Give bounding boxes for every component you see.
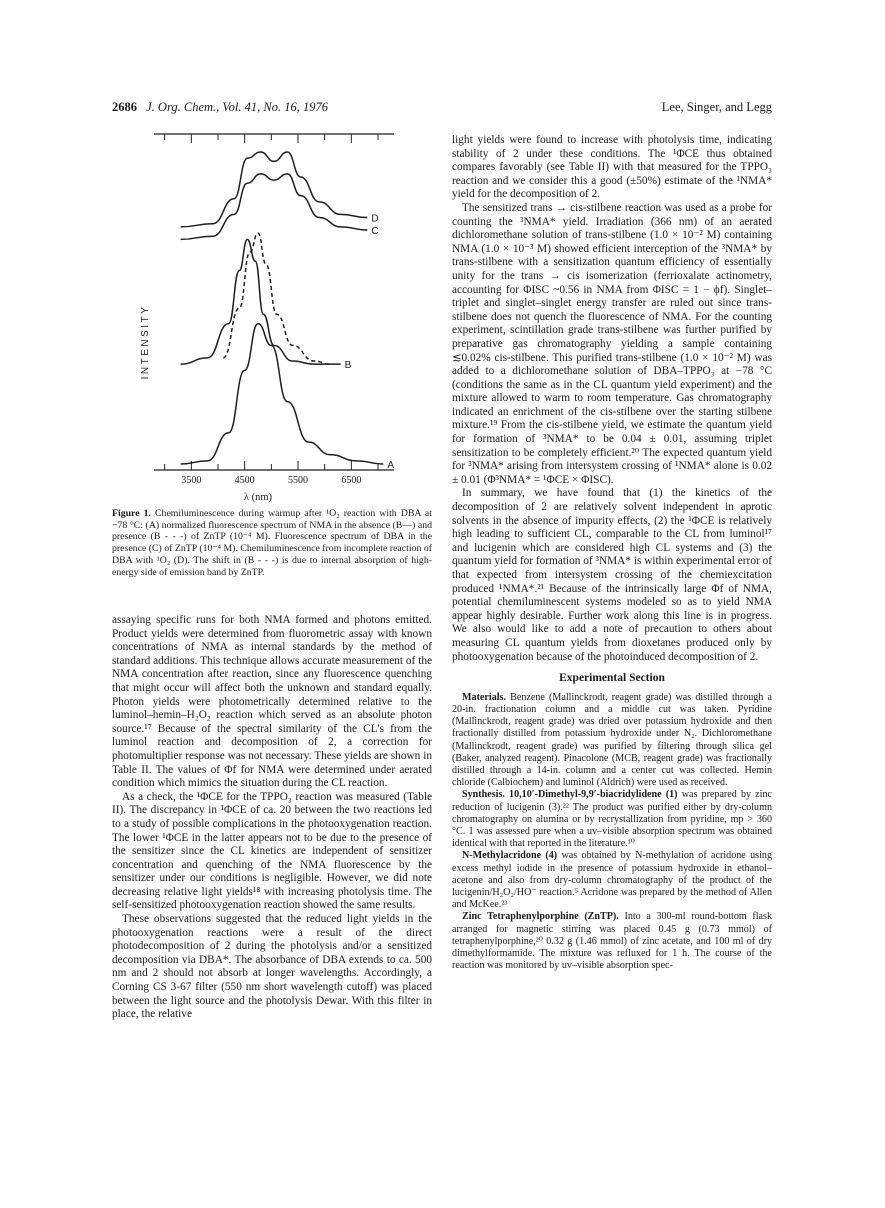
- paragraph-body: was prepared by zinc reduction of lucigenin (3).²² The product was purified either by dry-column chromatography on alumina or by recrystallization from pyridine, mp > 360 °C. 1 was assessed pure when a uv–visible absorption spectrum was obtained identical with that reported in the literature.¹⁰: [452, 789, 772, 850]
- curve-b-dashed: [223, 233, 330, 364]
- run-in-heading: Materials.: [462, 691, 507, 703]
- curve-label-b: B: [344, 360, 352, 372]
- caption-label: Figure 1.: [112, 508, 151, 519]
- run-in-heading: N-Methylacridone (4): [462, 850, 558, 862]
- page-number: 2686: [112, 100, 137, 114]
- curve-a: [181, 324, 384, 464]
- experimental-paragraph: [452, 850, 772, 911]
- figure-caption: [112, 508, 432, 578]
- curve-label-c: C: [371, 226, 379, 237]
- x-tick-label: 4500: [234, 475, 255, 486]
- experimental-paragraph: [452, 789, 772, 850]
- experimental-section: [452, 692, 772, 973]
- experimental-paragraph: [452, 911, 772, 972]
- left-column-text: [112, 614, 432, 1022]
- paragraph: The sensitized trans → cis-stilbene reaction was used as a probe for counting the ³NMA* yield. Irradiation (366 nm) of an aerated dichloromethane solution of trans-stilbene (1.0 × 10⁻² M) containing NMA (1.0 × 10⁻³ M) showed efficient interception of the ³NMA* by trans-stilbene with a sensitization quantum efficiency of essentially unity for the trans → cis isomerization (ferrioxalate actinometry, accounting for ΦISC ~0.56 in NMA from ΦISC = 1 − ϕf). Singlet–triplet and singlet–singlet energy transfer are ruled out since trans-stilbene does not quench the fluorescence of NMA. For the counting experiment, scintillation grade trans-stilbene was further purified by preparative gas chromatography yielding a sample containing ≲0.02% cis-stilbene. This purified trans-stilbene (1.0 × 10⁻² M) was added to a dichloromethane solution of DBA–TPPO₃ at −78 °C (conditions the same as in the CL quantum yield experiment) and the mixture allowed to warm to room temperature. Gas chromatography indicated an enrichment of the cis-stilbene over the starting stilbene mixture.¹⁹ From the cis-stilbene yield, we estimate the quantum yield for formation of ³NMA* to be 0.04 ± 0.01, assuming triplet sensitization to be completely efficient.²⁰ The expected quantum yield for ³NMA* arising from intersystem crossing of ¹NMA* alone is 0.02 ± 0.01 (Φ³NMA* = ¹ΦCE × ΦISC).: [452, 201, 772, 486]
- plot-frame: [154, 134, 394, 470]
- curve-c: [181, 174, 368, 240]
- curve-labels: [345, 214, 395, 471]
- curve-label-d: D: [371, 213, 379, 225]
- section-heading: Experimental Section: [559, 672, 665, 685]
- run-in-heading: Zinc Tetraphenylporphine (ZnTP).: [462, 911, 619, 923]
- paragraph: In summary, we have found that (1) the kinetics of the decomposition of 2 are relatively solvent independent in aprotic solvents in the absence of impurity effects, (2) the ¹ΦCE is relatively high leading to sufficient CL, comparable to the CL from luminol¹⁷ and lucigenin which are considered high CL systems and (3) the quantum yield for formation of ³NMA* is within experimental error of that expected from intersystem crossing of the chemiexcitation produced ¹NMA*.²¹ Because of the intrinsically large Φf of NMA, potential chemiluminescent systems modeled so as to yield NMA appear highly desirable. Further work along this line is in progress. We also would like to add a note of precaution to others about measuring CL quantum yields from dioxetanes produced only by photooxygenation because of the photoinduced decomposition of 2.: [452, 487, 772, 663]
- paragraph: These observations suggested that the reduced light yields in the photooxygenation reactions were a result of the direct photodecomposition of 2 during the photolysis and/or a sensitized decomposition via DBA*. The absorbance of DBA extends to ca. 500 nm and 2 should not absorb at longer wavelengths. Accordingly, a Corning CS 3-67 filter (550 nm short wavelength cutoff) was placed between the light source and the photolysis Dewar. With this filter in place, the relative: [112, 913, 432, 1021]
- right-column: [452, 134, 772, 972]
- spectra-curves: [181, 152, 384, 464]
- paragraph: As a check, the ¹ΦCE for the TPPO₃ reaction was measured (Table II). The discrepancy in ¹ΦCE of ca. 20 between the two reactions led to a study of possible complications in the photooxygenation reaction. The lower ¹ΦCE in the latter appears not to be due to the presence of the sensitizer since the CL kinetics are independent of sensitizer concentration and quenching of the NMA fluorescence by the sensitizer under our conditions is negligible. However, we did note decreasing relative light yields¹⁸ with increasing photolysis time. The self-sensitized photooxygenation reaction showed the same results.: [112, 790, 432, 912]
- x-tick-label: 5500: [288, 475, 308, 486]
- paragraph-body: was obtained by N-methylation of acridone using excess methyl iodide in the presence of potassium hydroxide in ethanol–acetone and also from dry-column chromatography of the product of the lucigenin/H₂O₂/HO⁻ reaction.⁵ Acridone was prepared by the method of Allen and McKee.²³: [452, 850, 772, 911]
- paragraph-body: Benzene (Mallinckrodt, reagent grade) was distilled through a 20-in. fractionation column and a middle cut was taken. Pyridine (Mallinckrodt, reagent grade) was dried over potassium hydroxide and then fractionally distilled from potassium hydroxide under N₂. Dichloromethane (Mallinckrodt, reagent grade) was purified by filtering through silica gel (Baker, analyzed reagent). Pinacolone (MCB, reagent grade) was fractionally distilled through a 14-in. column and a center cut was collected. Hemin chloride (Calbiochem) and luminol (Aldrich) were used as received.: [452, 691, 772, 789]
- running-authors: Lee, Singer, and Legg: [661, 100, 772, 114]
- curve-d: [181, 152, 368, 227]
- x-tick-labels: [181, 475, 361, 486]
- caption-text: Chemiluminescence during warmup after ¹O₂ reaction with DBA at −78 °C: (A) normalized fluorescence spectrum of NMA in the absence (B—) and presence (B - - -) of ZnTP (10⁻⁴ M). Fluorescence spectrum of DBA in the presence (C) of ZnTP (10⁻⁴ M). Chemiluminescence from incomplete reaction of DBA with ¹O₂ (D). The shift in (B - - -) is due to internal absorption of high-energy side of emission band by ZnTP.: [112, 508, 433, 578]
- experimental-paragraph: [452, 692, 772, 790]
- y-axis-label: INTENSITY: [140, 304, 151, 380]
- x-tick-label: 6500: [341, 475, 362, 486]
- figure-1-spectra: [112, 128, 432, 506]
- paragraph: light yields were found to increase with photolysis time, indicating stability of 2 under these conditions. The ¹ΦCE thus obtained compares favorably (see Table II) with that measured for the TPPO₃ reaction and we consider this a good (±50%) estimate of the ¹NMA* yield for the decomposition of 2.: [452, 134, 772, 201]
- x-tick-label: 3500: [181, 475, 202, 486]
- journal-citation: J. Org. Chem., Vol. 41, No. 16, 1976: [146, 100, 328, 114]
- x-axis-label: λ (nm): [243, 492, 273, 503]
- page-header: [112, 100, 772, 120]
- run-in-heading: Synthesis. 10,10′-Dimethyl-9,9′-biacridylidene (1): [462, 789, 678, 801]
- paragraph-body: Into a 300-ml round-bottom flask arranged for magnetic stirring was placed 0.45 g (0.73 mmol) of tetraphenylporphine,²⁰ 0.32 g (1.46 mmol) of zinc acetate, and 100 ml of dry dimethylformamide. The mixture was refluxed for 1 h. The course of the reaction was monitored by uv–visible absorption spec-: [452, 911, 772, 972]
- curve-b: [181, 239, 341, 364]
- curve-label-a: A: [387, 460, 395, 471]
- paragraph: assaying specific runs for both NMA formed and photons emitted. Product yields were determined from fluorometric assay with known concentrations of NMA as internal standards by the method of standard additions. This technique allows accurate measurement of the NMA concentration after reaction, since any fluorescence quenching that might occur will affect both the unknown and standard equally. Photon yields were photometrically determined relative to the luminol–hemin–H₂O₂ reaction which served as an absolute photon source.¹⁷ Because of the spectral similarity of the CL's from the luminol reaction and decomposition of 2, a correction for photomultiplier response was not necessary. These yields are shown in Table II. The values of Φf for NMA were determined under aerated condition which mimics the situation during the CL reaction.: [112, 614, 432, 790]
